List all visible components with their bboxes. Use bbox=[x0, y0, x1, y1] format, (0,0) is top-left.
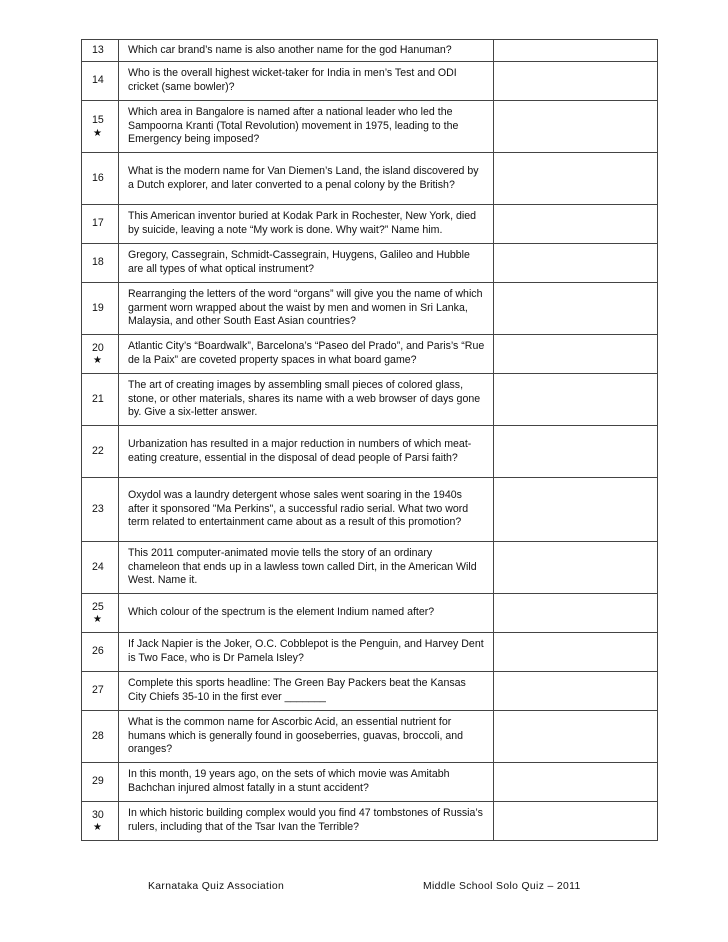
answer-cell[interactable] bbox=[494, 594, 658, 633]
question-number: 21 bbox=[92, 392, 104, 405]
question-number: 24 bbox=[92, 560, 104, 573]
answer-cell[interactable] bbox=[494, 205, 658, 244]
question-text: This 2011 computer-animated movie tells the story of an ordinary chameleon that ends up in a lawless town called Dirt, in the American Wild West. Name it. bbox=[119, 542, 494, 594]
answer-cell[interactable] bbox=[494, 62, 658, 101]
question-row bbox=[82, 153, 658, 205]
question-row bbox=[82, 672, 658, 711]
answer-cell[interactable] bbox=[494, 374, 658, 426]
answer-cell[interactable] bbox=[494, 802, 658, 841]
question-number-cell bbox=[82, 283, 119, 335]
question-text: The art of creating images by assembling small pieces of colored glass, stone, or other materials, shares its name with a web browser of days gone by. Give a six-letter answer. bbox=[119, 374, 494, 426]
question-number: 14 bbox=[92, 74, 104, 87]
question-text: In which historic building complex would you find 47 tombstones of Russia’s rulers, including that of the Tsar Ivan the Terrible? bbox=[119, 802, 494, 841]
answer-cell[interactable] bbox=[494, 244, 658, 283]
footer-organization: Karnataka Quiz Association bbox=[148, 881, 285, 892]
answer-cell[interactable] bbox=[494, 101, 658, 153]
question-row bbox=[82, 283, 658, 335]
question-number: 15 bbox=[92, 114, 104, 127]
question-text: Urbanization has resulted in a major reduction in numbers of which meat-eating creature, essential in the disposal of dead people of Parsi faith? bbox=[119, 426, 494, 478]
question-text: If Jack Napier is the Joker, O.C. Cobblepot is the Penguin, and Harvey Dent is Two Face, who is Dr Pamela Isley? bbox=[119, 633, 494, 672]
question-number-cell bbox=[82, 763, 119, 802]
question-number-cell bbox=[82, 205, 119, 244]
footer-quiz-title: Middle School Solo Quiz – 2011 bbox=[423, 881, 581, 892]
question-row bbox=[82, 802, 658, 841]
question-text: Atlantic City’s “Boardwalk”, Barcelona’s “Paseo del Prado”, and Paris’s “Rue de la Paix” are coveted property spaces in what board game? bbox=[119, 335, 494, 374]
question-number: 26 bbox=[92, 645, 104, 658]
question-number-cell bbox=[82, 153, 119, 205]
answer-cell[interactable] bbox=[494, 153, 658, 205]
star-icon: ★ bbox=[93, 355, 102, 367]
answer-cell[interactable] bbox=[494, 426, 658, 478]
question-number: 13 bbox=[92, 43, 104, 56]
question-text: In this month, 19 years ago, on the sets of which movie was Amitabh Bachchan injured almost fatally in a stunt accident? bbox=[119, 763, 494, 802]
answer-cell[interactable] bbox=[494, 283, 658, 335]
question-number-cell bbox=[82, 40, 119, 62]
question-text: Which colour of the spectrum is the element Indium named after? bbox=[119, 594, 494, 633]
star-icon: ★ bbox=[93, 614, 102, 626]
question-number-cell bbox=[82, 672, 119, 711]
question-number-cell bbox=[82, 62, 119, 101]
question-row bbox=[82, 763, 658, 802]
question-row bbox=[82, 711, 658, 763]
answer-cell[interactable] bbox=[494, 711, 658, 763]
question-number: 20 bbox=[92, 341, 104, 354]
question-number: 25 bbox=[92, 600, 104, 613]
question-number: 17 bbox=[92, 217, 104, 230]
question-number: 30 bbox=[92, 808, 104, 821]
question-number-cell bbox=[82, 802, 119, 841]
question-row bbox=[82, 374, 658, 426]
question-number-cell bbox=[82, 711, 119, 763]
question-number-cell bbox=[82, 335, 119, 374]
answer-cell[interactable] bbox=[494, 40, 658, 62]
question-number-cell bbox=[82, 542, 119, 594]
answer-cell[interactable] bbox=[494, 633, 658, 672]
quiz-table-body bbox=[82, 40, 658, 841]
question-text: Which car brand’s name is also another name for the god Hanuman? bbox=[119, 40, 494, 62]
answer-cell[interactable] bbox=[494, 335, 658, 374]
question-text: Complete this sports headline: The Green Bay Packers beat the Kansas City Chiefs 35-10 in the first ever _______ bbox=[119, 672, 494, 711]
question-text: Oxydol was a laundry detergent whose sales went soaring in the 1940s after it sponsored "Ma Perkins", a successful radio serial. What two word term related to entertainment came about as a result of this promotion? bbox=[119, 478, 494, 542]
question-row bbox=[82, 478, 658, 542]
question-number: 27 bbox=[92, 684, 104, 697]
question-number-cell bbox=[82, 633, 119, 672]
question-text: Who is the overall highest wicket-taker for India in men’s Test and ODI cricket (same bowler)? bbox=[119, 62, 494, 101]
question-row bbox=[82, 426, 658, 478]
question-row bbox=[82, 594, 658, 633]
question-number: 22 bbox=[92, 444, 104, 457]
question-row bbox=[82, 244, 658, 283]
question-row bbox=[82, 542, 658, 594]
question-number-cell bbox=[82, 244, 119, 283]
question-number-cell bbox=[82, 101, 119, 153]
question-row bbox=[82, 633, 658, 672]
question-number-cell bbox=[82, 374, 119, 426]
question-number-cell bbox=[82, 478, 119, 542]
answer-cell[interactable] bbox=[494, 542, 658, 594]
question-number: 28 bbox=[92, 729, 104, 742]
quiz-table bbox=[81, 39, 658, 841]
question-number: 23 bbox=[92, 502, 104, 515]
question-row bbox=[82, 101, 658, 153]
question-text: What is the modern name for Van Diemen’s Land, the island discovered by a Dutch explorer, and later converted to a penal colony by the British? bbox=[119, 153, 494, 205]
question-number-cell bbox=[82, 594, 119, 633]
question-number-cell bbox=[82, 426, 119, 478]
question-row bbox=[82, 40, 658, 62]
question-number: 29 bbox=[92, 775, 104, 788]
star-icon: ★ bbox=[93, 822, 102, 834]
question-text: This American inventor buried at Kodak Park in Rochester, New York, died by suicide, leaving a note “My work is done. Why wait?” Name him. bbox=[119, 205, 494, 244]
question-text: Rearranging the letters of the word “organs” will give you the name of which garment worn wrapped about the waist by men and women in Sri Lanka, Malaysia, and other South East Asian countries? bbox=[119, 283, 494, 335]
question-text: What is the common name for Ascorbic Acid, an essential nutrient for humans which is generally found in gooseberries, guavas, broccoli, and oranges? bbox=[119, 711, 494, 763]
star-icon: ★ bbox=[93, 127, 102, 139]
question-number: 19 bbox=[92, 301, 104, 314]
answer-cell[interactable] bbox=[494, 763, 658, 802]
question-row bbox=[82, 205, 658, 244]
question-text: Which area in Bangalore is named after a national leader who led the Sampoorna Kranti (Total Revolution) movement in 1975, leading to the Emergency being imposed? bbox=[119, 101, 494, 153]
question-row bbox=[82, 62, 658, 101]
question-text: Gregory, Cassegrain, Schmidt-Cassegrain, Huygens, Galileo and Hubble are all types of what optical instrument? bbox=[119, 244, 494, 283]
question-row bbox=[82, 335, 658, 374]
answer-cell[interactable] bbox=[494, 672, 658, 711]
question-number: 18 bbox=[92, 256, 104, 269]
question-number: 16 bbox=[92, 171, 104, 184]
answer-cell[interactable] bbox=[494, 478, 658, 542]
